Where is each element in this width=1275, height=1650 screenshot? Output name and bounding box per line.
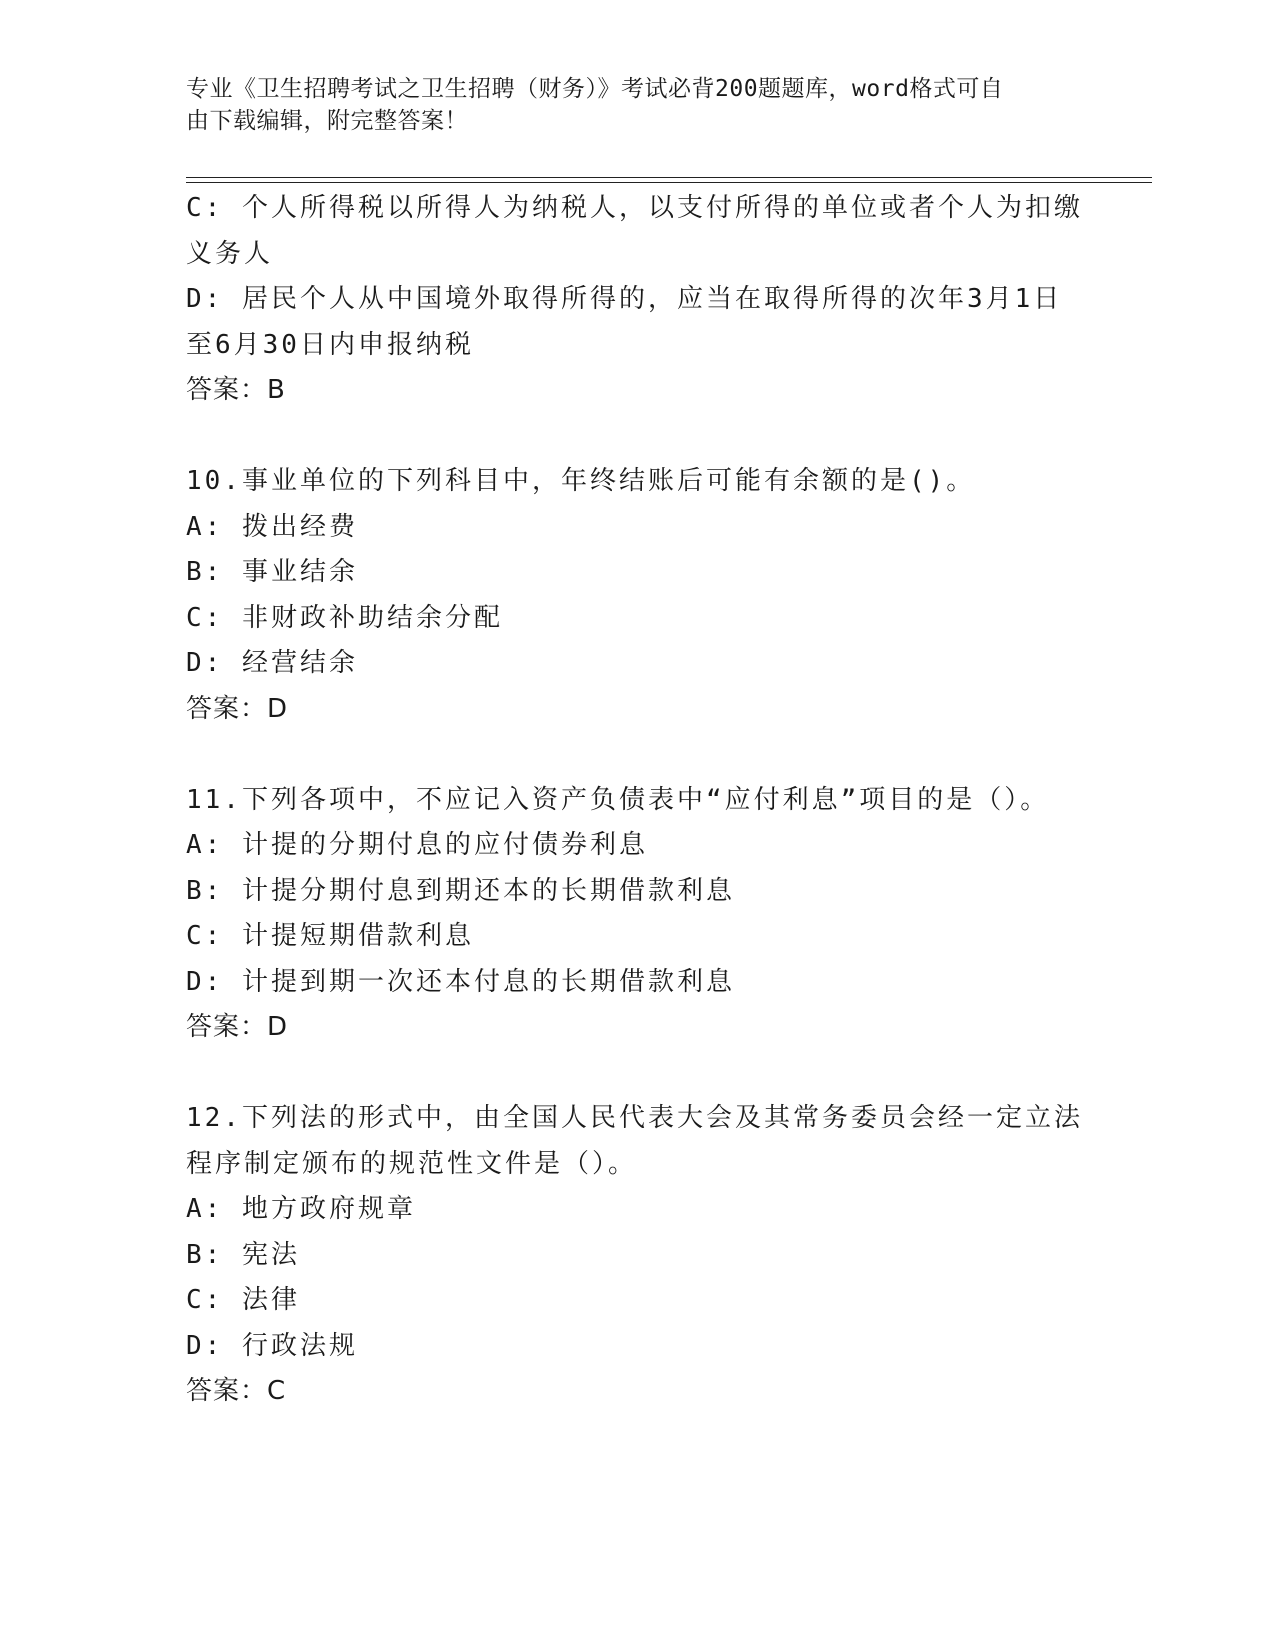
question-content [186,186,1086,1415]
answer-line: 答案：D [186,1012,289,1042]
header-line-1: 专业《卫生招聘考试之卫生招聘（财务）》考试必背200题题库，word格式可自 [186,76,1004,102]
option-a: A: 拨出经费 [186,511,358,542]
spacer [186,1051,1086,1097]
question-text-line-1: 12.下列法的形式中，由全国人民代表大会及其常务委员会经一定立法 [186,1103,1083,1133]
option-c-line-1: C: 个人所得税以所得人为纳税人，以支付所得的单位或者个人为扣缴 [186,193,1083,223]
answer-line: 答案：C [186,1376,287,1406]
header-divider-top [186,177,1152,178]
question-12 [186,1096,1086,1415]
option-c: C: 非财政补助结余分配 [186,602,503,633]
option-d-line-1: D: 居民个人从中国境外取得所得的，应当在取得所得的次年3月1日 [186,284,1063,314]
option-d: D: 行政法规 [186,1330,358,1361]
question-text: 11.下列各项中，不应记入资产负债表中“应付利息”项目的是（）。 [186,784,1050,815]
answer-line: 答案：B [186,375,286,405]
header-divider-bottom [186,182,1152,183]
question-11 [186,778,1086,1051]
carryover-question [186,186,1086,414]
option-b: B: 事业结余 [186,557,358,587]
spacer [186,732,1086,778]
option-a: A: 计提的分期付息的应付债券利息 [186,830,648,860]
header-line-2: 由下载编辑，附完整答案！ [186,108,468,134]
option-b: B: 计提分期付息到期还本的长期借款利息 [186,875,735,906]
option-c-line-2: 义务人 [186,238,274,269]
question-text: 10.事业单位的下列科目中，年终结账后可能有余额的是()。 [186,466,976,496]
question-text-line-2: 程序制定颁布的规范性文件是（）。 [186,1148,638,1179]
spacer [186,414,1086,460]
question-10 [186,459,1086,732]
option-c: C: 计提短期借款利息 [186,921,474,951]
option-c: C: 法律 [186,1285,300,1315]
option-a: A: 地方政府规章 [186,1194,416,1224]
option-d-line-2: 至6月30日内申报纳税 [186,329,474,360]
document-header [186,73,1066,137]
option-d: D: 计提到期一次还本付息的长期借款利息 [186,966,735,997]
option-b: B: 宪法 [186,1239,300,1270]
option-d: D: 经营结余 [186,648,358,678]
answer-line: 答案：D [186,693,289,724]
